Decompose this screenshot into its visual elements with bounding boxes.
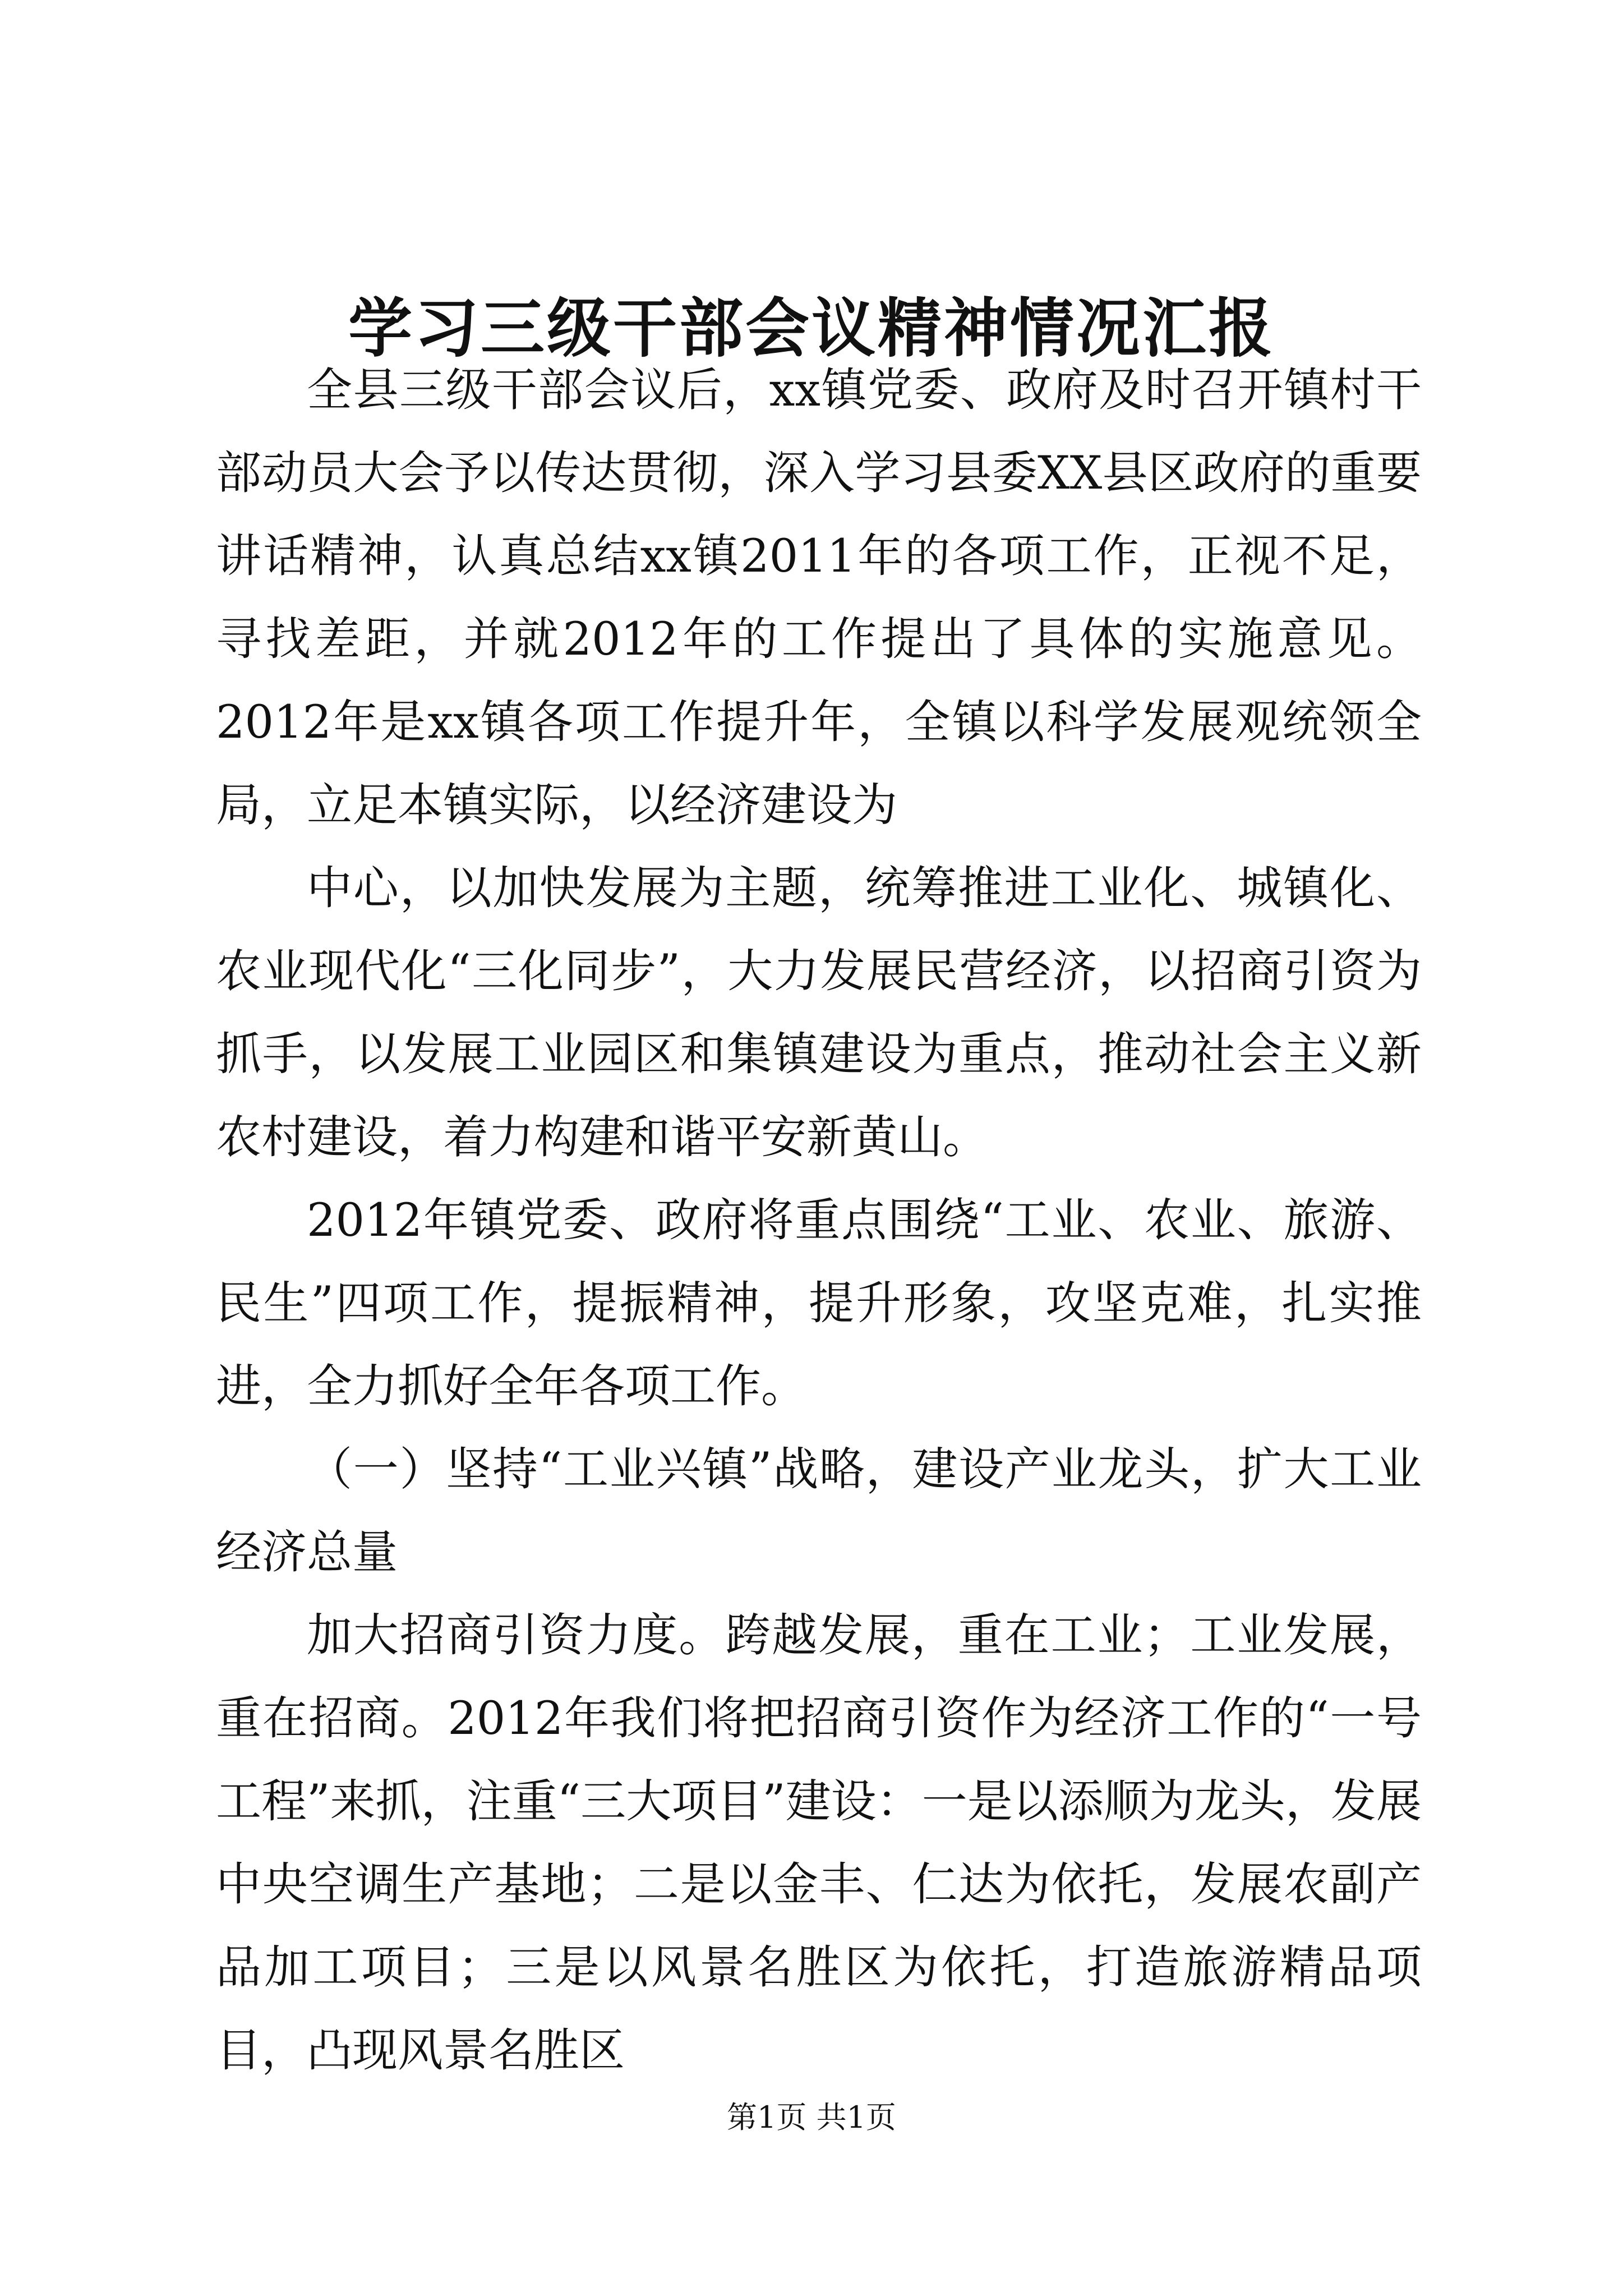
paragraph-3: 2012年镇党委、政府将重点围绕“工业、农业、旅游、民生”四项工作，提振精神，提升形象，攻坚克难，扎实推进，全力抓好全年各项工作。 — [216, 1194, 1422, 1413]
paragraph-4: 加大招商引资力度。跨越发展，重在工业；工业发展，重在招商。2012年我们将把招商引资作为经济工作的“一号工程”来抓，注重“三大项目”建设：一是以添顺为龙头，发展中央空调生产基地；二是以金丰、仁达为依托，发展农副产品加工项目；三是以风景名胜区为依托，打造旅游精品项目，凸现风景名胜区 — [216, 1609, 1422, 2077]
document-title: 学习三级干部会议精神情况汇报 — [348, 291, 1275, 366]
paragraph-1: 全县三级干部会议后，xx镇党委、政府及时召开镇村干部动员大会予以传达贯彻，深入学习县委XX县区政府的重要讲话精神，认真总结xx镇2011年的各项工作，正视不足，寻找差距，并就2012年的工作提出了具体的实施意见。2012年是xx镇各项工作提升年，全镇以科学发展观统领全局，立足本镇实际，以经济建设为 — [216, 364, 1422, 832]
paragraph-2: 中心，以加快发展为主题，统筹推进工业化、城镇化、农业现代化“三化同步”，大力发展民营经济，以招商引资为抓手，以发展工业园区和集镇建设为重点，推动社会主义新农村建设，着力构建和谐平安新黄山。 — [216, 862, 1422, 1164]
section-heading-1: （一）坚持“工业兴镇”战略，建设产业龙头，扩大工业经济总量 — [216, 1443, 1422, 1579]
document-body — [216, 349, 1422, 2092]
page-number-footer: 第1页 共1页 — [727, 2100, 896, 2135]
